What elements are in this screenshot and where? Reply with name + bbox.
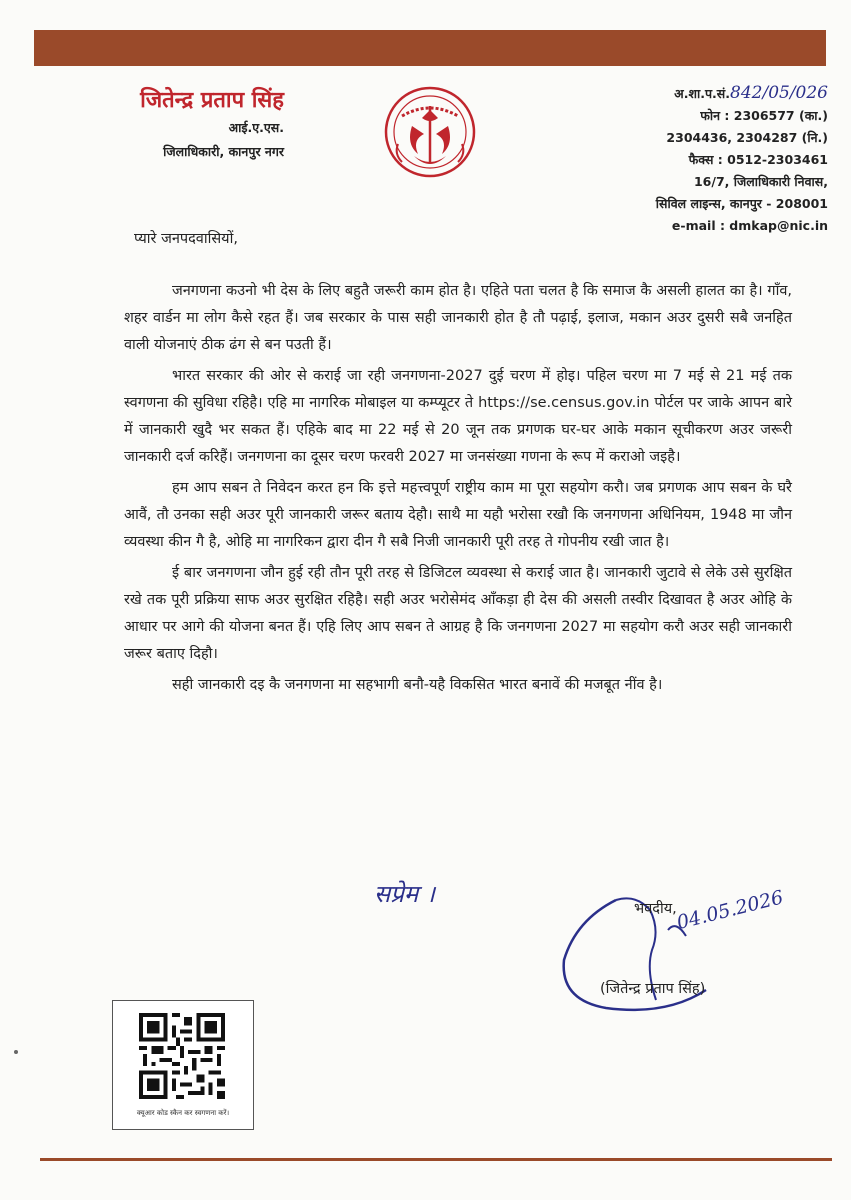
officer-designation: जिलाधिकारी, कानपुर नगर [163,144,284,159]
footer-rule [40,1158,832,1161]
salutation: प्यारे जनपदवासियों, [134,231,238,247]
yours-sincerely: भवदीय, [634,901,677,917]
signatory-name: (जितेन्द्र प्रताप सिंह) [600,981,706,997]
phone-office: फोन : 2306577 (का.) [700,108,828,123]
letter-paragraph: जनगणना कउनो भी देस के लिए बहुतै जरूरी काम होत है। एहिते पता चलत है कि समाज कै असली हालत का है। गाँव, शहर वार्डन मा लोग कैसे रहत हैं। जब सरकार के पास सही जानकारी होत है तौ पढ़ाई, इलाज, मकान अउर दुसरी सबै जनहित वाली योजनाएं ठीक ढंग से बन पउती हैं। [124,283,792,353]
qr-card [112,1000,254,1130]
header-band [34,30,826,66]
fax-number: फैक्स : 0512-2303461 [688,152,828,167]
officer-block [64,86,284,164]
letter-body [124,278,792,703]
signature-date: 04.05.2026 [674,886,786,934]
officer-service: आई.ए.एस. [228,120,284,135]
state-emblem-icon [372,82,488,186]
reference-label: अ.शा.प.सं. [674,86,731,101]
email-address: e-mail : dmkap@nic.in [671,218,828,233]
qr-code-icon [139,1013,225,1099]
address-line-2: सिविल लाइन्स, कानपुर - 208001 [655,196,828,211]
address-line-1: 16/7, जिलाधिकारी निवास, [693,174,828,189]
closing-handwritten: सप्रेम । [374,880,435,908]
officer-name: जितेन्द्र प्रताप सिंह [140,88,284,113]
contact-block [560,82,828,237]
letter-paragraph: भारत सरकार की ओर से कराई जा रही जनगणना-2027 दुई चरण में होइ। पहिल चरण मा 7 मई से 21 मई तक स्वगणना की सुविधा रहिहै। एहि मा नागरिक मोबाइल या कम्प्यूटर ते https://se.census.gov.in पोर्टल पर जाके आपन बारे में जानकारी खुदै भर सकत हैं। एहिके बाद मा 22 मई से 20 जून तक प्रगणक घर-घर आके मकान सूचीकरण अउर जरूरी जानकारी दर्ज करिहैं। जनगणना का दूसर चरण फरवरी 2027 मा जनसंख्या गणना के रूप में कराओ जइहै। [124,368,792,465]
reference-number: 842/05/026 [730,83,828,103]
letter-paragraph: ई बार जनगणना जौन हुई रही तौन पूरी तरह से डिजिटल व्यवस्था से कराई जात है। जानकारी जुटावे से लेके उसे सुरक्षित रखे तक पूरी प्रक्रिया साफ अउर सुरक्षित रहिहै। सही अउर भरोसेमंद आँकड़ा ही देस की असली तस्वीर दिखावत है अउर ओहि के आधार पर आगे की योजना बनत हैं। एहि लिए आप सबन ते आग्रह है कि जनगणना 2027 मा सहयोग करौ अउर सही जानकारी जरूर बताए दिहौ। [124,565,792,662]
phone-residence: 2304436, 2304287 (नि.) [666,130,828,145]
reference-line [560,82,828,105]
letter-paragraph: हम आप सबन ते निवेदन करत हन कि इत्ते महत्त्वपूर्ण राष्ट्रीय काम मा पूरा सहयोग करौ। जब प्रगणक आप सबन के घरै आवैं, तौ उनका सही अउर पूरी जानकारी जरूर बताय देहौ। साथै मा यहौ भरोसा रखौ कि जनगणना अधिनियम, 1948 मा जौन व्यवस्था कीन गै है, ओहि मा नागरिकन द्वारा दीन गै सबै निजी जानकारी पूरी तरह ते गोपनीय रखी जात है। [124,480,792,550]
stray-mark [14,1050,18,1054]
letter-paragraph: सही जानकारी दइ कै जनगणना मा सहभागी बनौ-यहै विकसित भारत बनावें की मजबूत नींव है। [172,677,663,693]
qr-caption: क्यूआर कोड स्कैन कर स्वगणना करें। [136,1109,230,1117]
